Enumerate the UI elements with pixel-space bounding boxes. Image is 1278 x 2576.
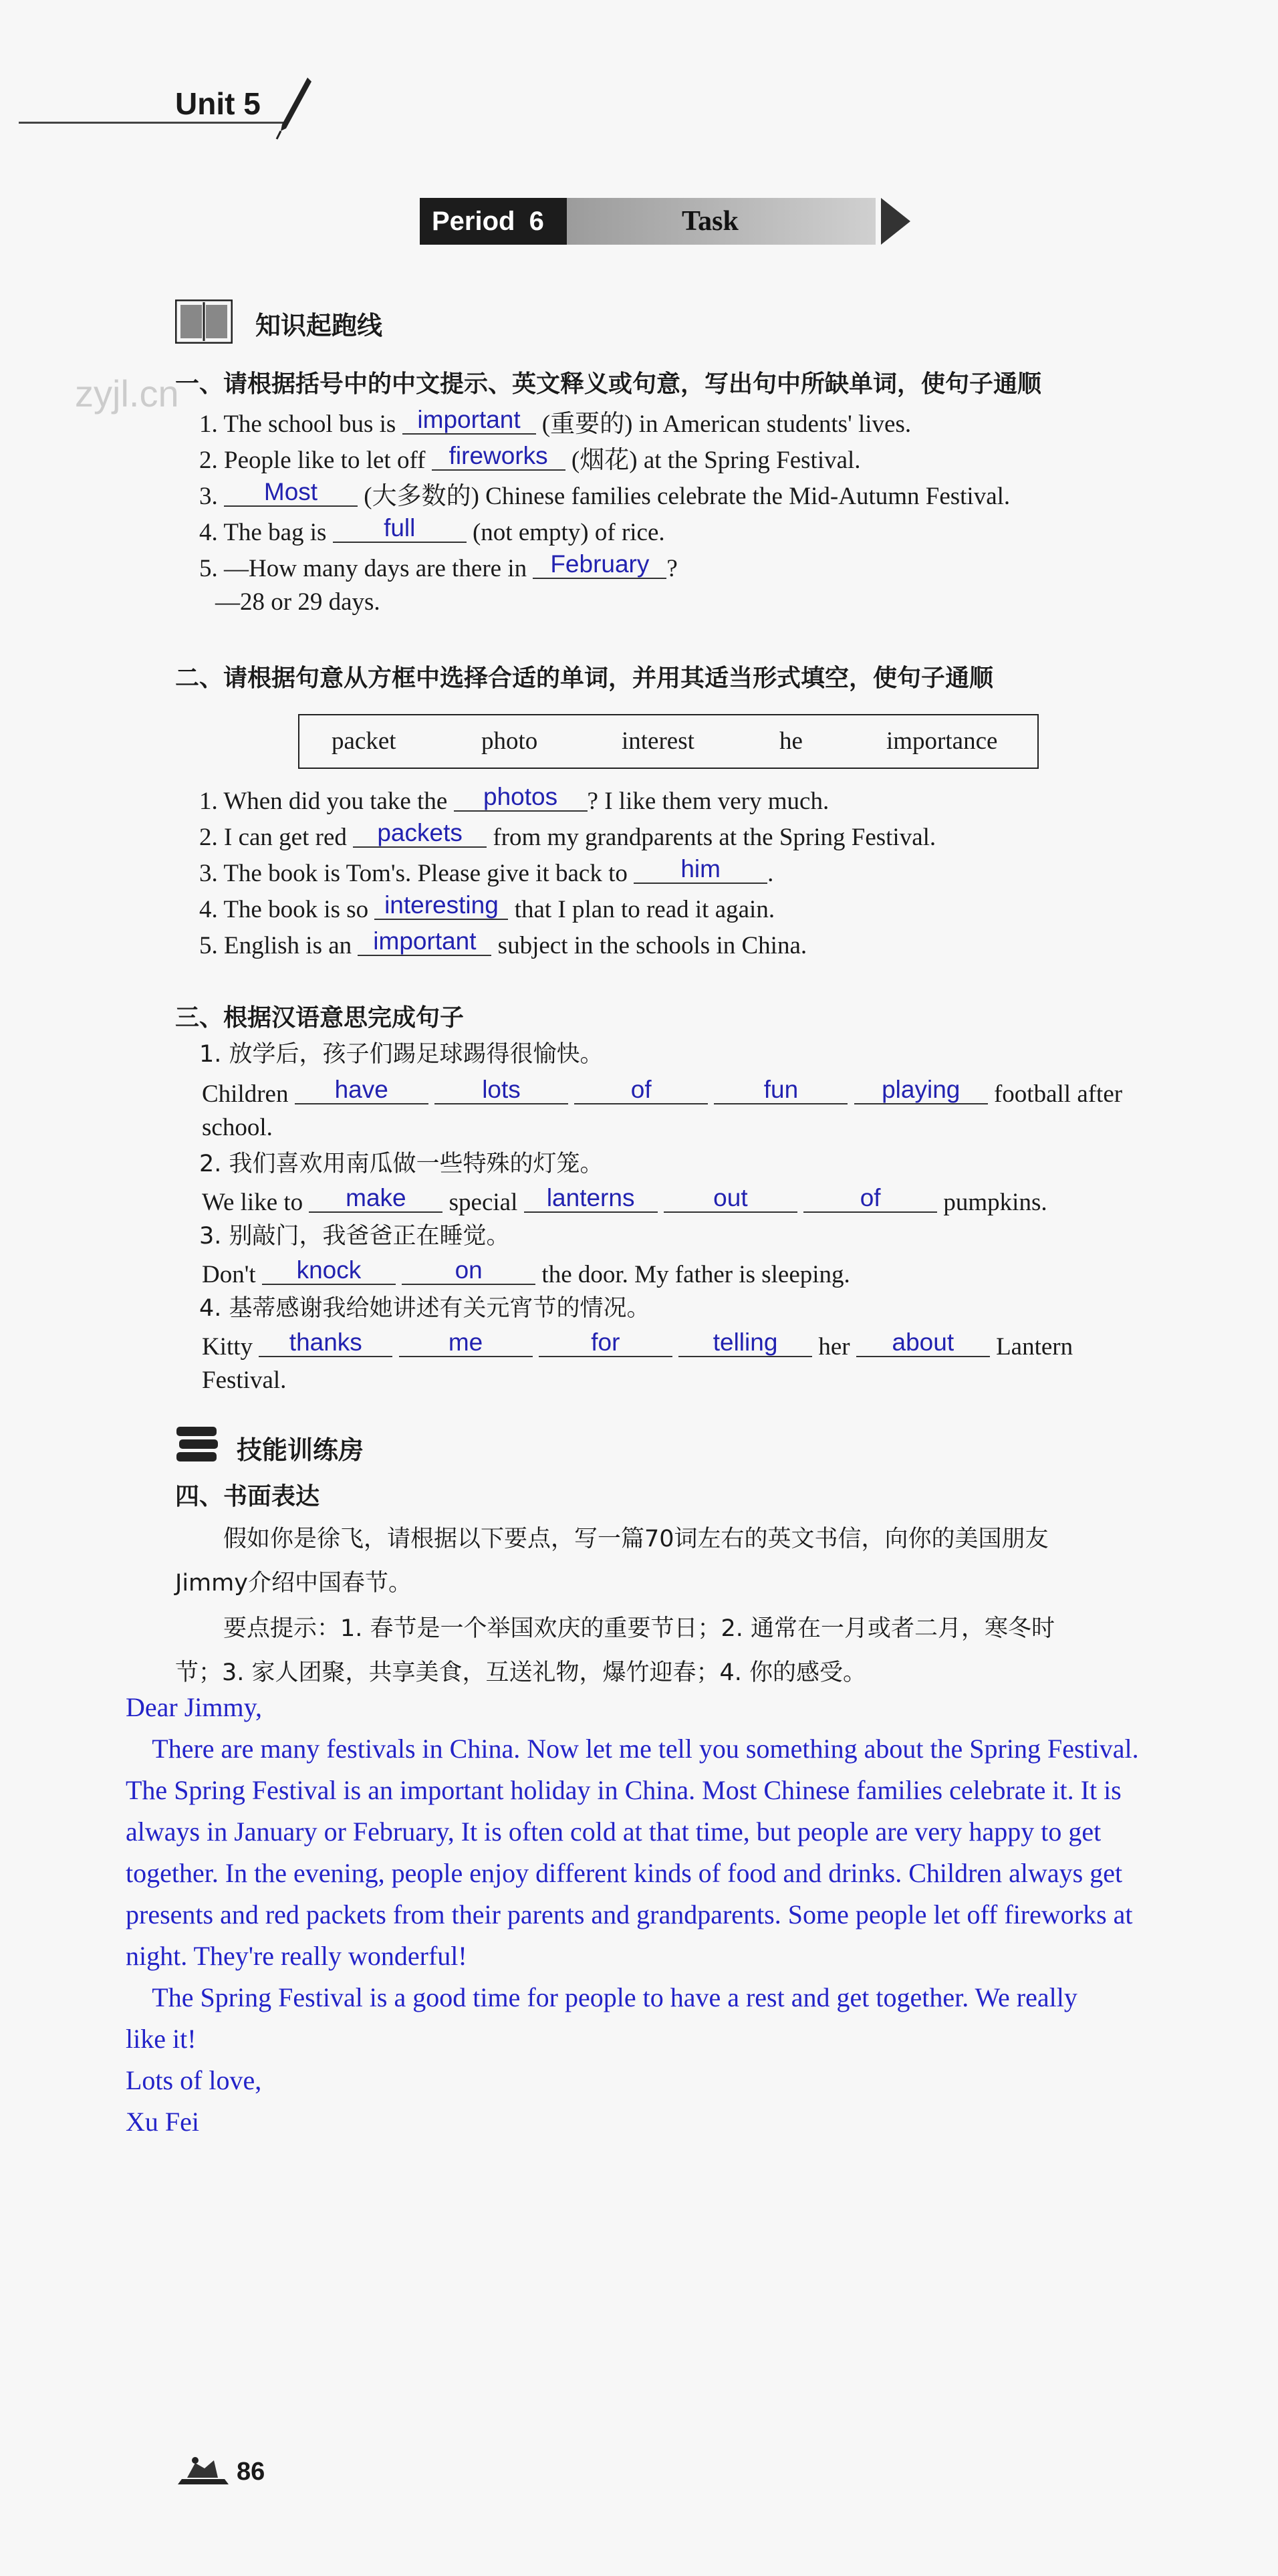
p3-q4-blank-3[interactable]: for — [539, 1329, 672, 1357]
p2-item-2-pre: 2. I can get red — [199, 824, 354, 851]
p3-q4-mid: her — [818, 1333, 850, 1361]
p3-q2-blank-2[interactable]: lanterns — [524, 1185, 658, 1213]
p1-item-5-pre: 5. —How many days are there in — [199, 555, 533, 582]
p1-item-5-blank[interactable]: February — [533, 551, 666, 579]
p2-item-2 — [199, 820, 936, 853]
p3-q1-blank-2[interactable]: lots — [434, 1076, 568, 1104]
p2-item-4-blank[interactable]: interesting — [374, 892, 508, 920]
p2-item-3-post: . — [767, 860, 774, 887]
p2-item-3-blank[interactable]: him — [634, 856, 767, 884]
p1-item-4-pre: 4. The bag is — [199, 519, 333, 546]
essay-line-5: together. In the evening, people enjoy different kinds of food and drinks. Children always get — [126, 1858, 1123, 1888]
p1-item-3-post: (大多数的) Chinese families celebrate the Mid-Autumn Festival. — [358, 483, 1011, 510]
p3-q2-blank-4[interactable]: of — [803, 1185, 937, 1213]
word-box-word-3: interest — [622, 727, 694, 755]
watermark: zyjl.cn — [75, 372, 179, 415]
p3-q1-blank-3[interactable]: of — [574, 1076, 708, 1104]
banner-arrow-icon — [881, 198, 910, 245]
p1-item-5 — [199, 551, 678, 584]
pen-icon — [274, 75, 314, 142]
p2-item-3 — [199, 856, 773, 889]
part4-prompt-2b: 节；3. 家人团聚，共享美食，互送礼物，爆竹迎春；4. 你的感受。 — [175, 1659, 867, 1686]
p3-q2-chinese: 2. 我们喜欢用南瓜做一些特殊的灯笼。 — [199, 1151, 604, 1177]
p1-item-1-blank[interactable]: important — [402, 406, 536, 435]
p3-q2-lead: We like to — [202, 1189, 303, 1216]
p1-item-5-post: ? — [666, 555, 678, 582]
p1-item-3 — [199, 479, 1010, 512]
p1-item-2 — [199, 443, 861, 476]
p3-q1-blank-5[interactable]: playing — [854, 1076, 988, 1104]
p1-item-4 — [199, 515, 665, 548]
p1-item-3-blank[interactable]: Most — [224, 479, 358, 507]
p3-q2-tail: pumpkins. — [943, 1189, 1047, 1216]
p3-q1-lead: Children — [202, 1080, 289, 1108]
p3-q1-tail: football after — [993, 1080, 1123, 1108]
p1-item-1-pre: 1. The school bus is — [199, 411, 402, 438]
part2-title: 二、请根据句意从方框中选择合适的单词，并用其适当形式填空，使句子通顺 — [175, 665, 994, 692]
p2-item-2-blank[interactable]: packets — [353, 820, 487, 848]
open-book-icon — [175, 300, 233, 344]
p3-q3-tail: the door. My father is sleeping. — [541, 1261, 850, 1288]
essay-line-1: Dear Jimmy, — [126, 1692, 263, 1722]
p2-item-4 — [199, 892, 775, 925]
p3-q3-lead: Don't — [202, 1261, 256, 1288]
p2-item-5-blank[interactable]: important — [358, 928, 491, 956]
p2-item-5 — [199, 928, 807, 961]
p1-item-3-pre: 3. — [199, 483, 224, 510]
essay-line-8: The Spring Festival is a good time for people to have a rest and get together. We really — [126, 1982, 1077, 2012]
p3-q3-blank-2[interactable]: on — [402, 1257, 535, 1285]
p1-item-4-blank[interactable]: full — [333, 515, 467, 543]
p2-item-3-pre: 3. The book is Tom's. Please give it back to — [199, 860, 634, 887]
essay-line-7: night. They're really wonderful! — [126, 1941, 467, 1971]
p3-q4-lead: Kitty — [202, 1333, 253, 1361]
essay-line-3: The Spring Festival is an important holiday in China. Most Chinese families celebrate it. It is — [126, 1775, 1122, 1805]
p3-q4-blank-4[interactable]: telling — [678, 1329, 812, 1357]
p3-q4-answer-line — [202, 1329, 1073, 1363]
essay-line-9: like it! — [126, 2024, 197, 2054]
essay-line-10: Lots of love, — [126, 2065, 262, 2095]
p3-q1-answer-line — [202, 1076, 1122, 1110]
p2-item-1-pre: 1. When did you take the — [199, 788, 454, 815]
essay-line-6: presents and red packets from their parents and grandparents. Some people let off fireworks at — [126, 1899, 1133, 1929]
period-word: Period — [432, 207, 515, 236]
p2-item-1 — [199, 784, 829, 817]
essay-line-11: Xu Fei — [126, 2107, 199, 2137]
p3-q3-blank-1[interactable]: knock — [262, 1257, 396, 1285]
p3-q2-blank-3[interactable]: out — [664, 1185, 797, 1213]
p3-q1-blank-4[interactable]: fun — [714, 1076, 848, 1104]
essay-line-2: There are many festivals in China. Now let me tell you something about the Spring Festival. — [126, 1734, 1139, 1764]
p3-q3-chinese: 3. 别敲门，我爸爸正在睡觉。 — [199, 1223, 510, 1250]
p1-item-1-post: (重要的) in American students' lives. — [535, 411, 912, 438]
p3-q2-answer-line — [202, 1185, 1047, 1218]
section-title-part1: 知识起跑线 — [255, 311, 383, 340]
p2-item-1-post: ? I like them very much. — [587, 788, 829, 815]
footer-runner-icon — [175, 2455, 231, 2487]
p1-item-4-post: (not empty) of rice. — [466, 519, 665, 546]
p1-item-2-blank[interactable]: fireworks — [432, 443, 565, 471]
p3-q4-chinese: 4. 基蒂感谢我给她讲述有关元宵节的情况。 — [199, 1295, 650, 1322]
books-icon — [175, 1425, 219, 1463]
p2-item-5-post: subject in the schools in China. — [491, 932, 807, 959]
p2-item-4-post: that I plan to read it again. — [508, 896, 775, 923]
task-label: Task — [682, 206, 739, 237]
unit-label: Unit 5 — [175, 86, 261, 121]
p1-item-2-pre: 2. People like to let off — [199, 447, 432, 474]
p3-q4-blank-5[interactable]: about — [856, 1329, 990, 1357]
word-box-word-4: he — [779, 727, 803, 755]
word-box-word-2: photo — [481, 727, 538, 755]
p3-q3-answer-line — [202, 1257, 850, 1290]
p3-q4-tail: Lantern — [996, 1333, 1073, 1361]
part4-title: 四、书面表达 — [175, 1483, 320, 1510]
p3-q1-chinese: 1. 放学后，孩子们踢足球踢得很愉快。 — [199, 1041, 604, 1068]
part3-title: 三、根据汉语意思完成句子 — [175, 1004, 465, 1032]
p2-item-5-pre: 5. English is an — [199, 932, 358, 959]
header-rule — [19, 122, 286, 124]
period-badge — [420, 198, 567, 245]
part1-title: 一、请根据括号中的中文提示、英文释义或句意，写出句中所缺单词，使句子通顺 — [175, 370, 1042, 398]
p3-q2-mid: special — [449, 1189, 518, 1216]
period-number: 6 — [529, 207, 544, 236]
p1-item-5-reply: —28 or 29 days. — [215, 588, 380, 616]
page-number: 86 — [237, 2458, 265, 2486]
word-box-word-1: packet — [332, 727, 396, 755]
section-title-part4: 技能训练房 — [237, 1435, 364, 1465]
p3-q4-blank-1[interactable]: thanks — [259, 1329, 392, 1357]
p2-item-1-blank[interactable]: photos — [454, 784, 588, 812]
p2-item-4-pre: 4. The book is so — [199, 896, 375, 923]
p2-item-2-post: from my grandparents at the Spring Festival. — [487, 824, 936, 851]
p3-q1-cont: school. — [202, 1114, 273, 1141]
essay-line-4: always in January or February, It is often cold at that time, but people are very happy to get — [126, 1817, 1102, 1847]
word-box-word-5: importance — [886, 727, 998, 755]
part4-prompt-2a: 要点提示：1. 春节是一个举国欢庆的重要节日；2. 通常在一月或者二月，寒冬时 — [223, 1615, 1055, 1642]
p3-q4-blank-2[interactable]: me — [399, 1329, 533, 1357]
part4-prompt-1a: 假如你是徐飞，请根据以下要点，写一篇70词左右的英文书信，向你的美国朋友 — [223, 1526, 1049, 1552]
p1-item-1 — [199, 406, 911, 440]
p1-item-2-post: (烟花) at the Spring Festival. — [565, 447, 861, 474]
part4-prompt-1b: Jimmy介绍中国春节。 — [175, 1570, 412, 1597]
p3-q2-blank-1[interactable]: make — [309, 1185, 442, 1213]
p3-q4-cont: Festival. — [202, 1367, 287, 1394]
p3-q1-blank-1[interactable]: have — [295, 1076, 428, 1104]
